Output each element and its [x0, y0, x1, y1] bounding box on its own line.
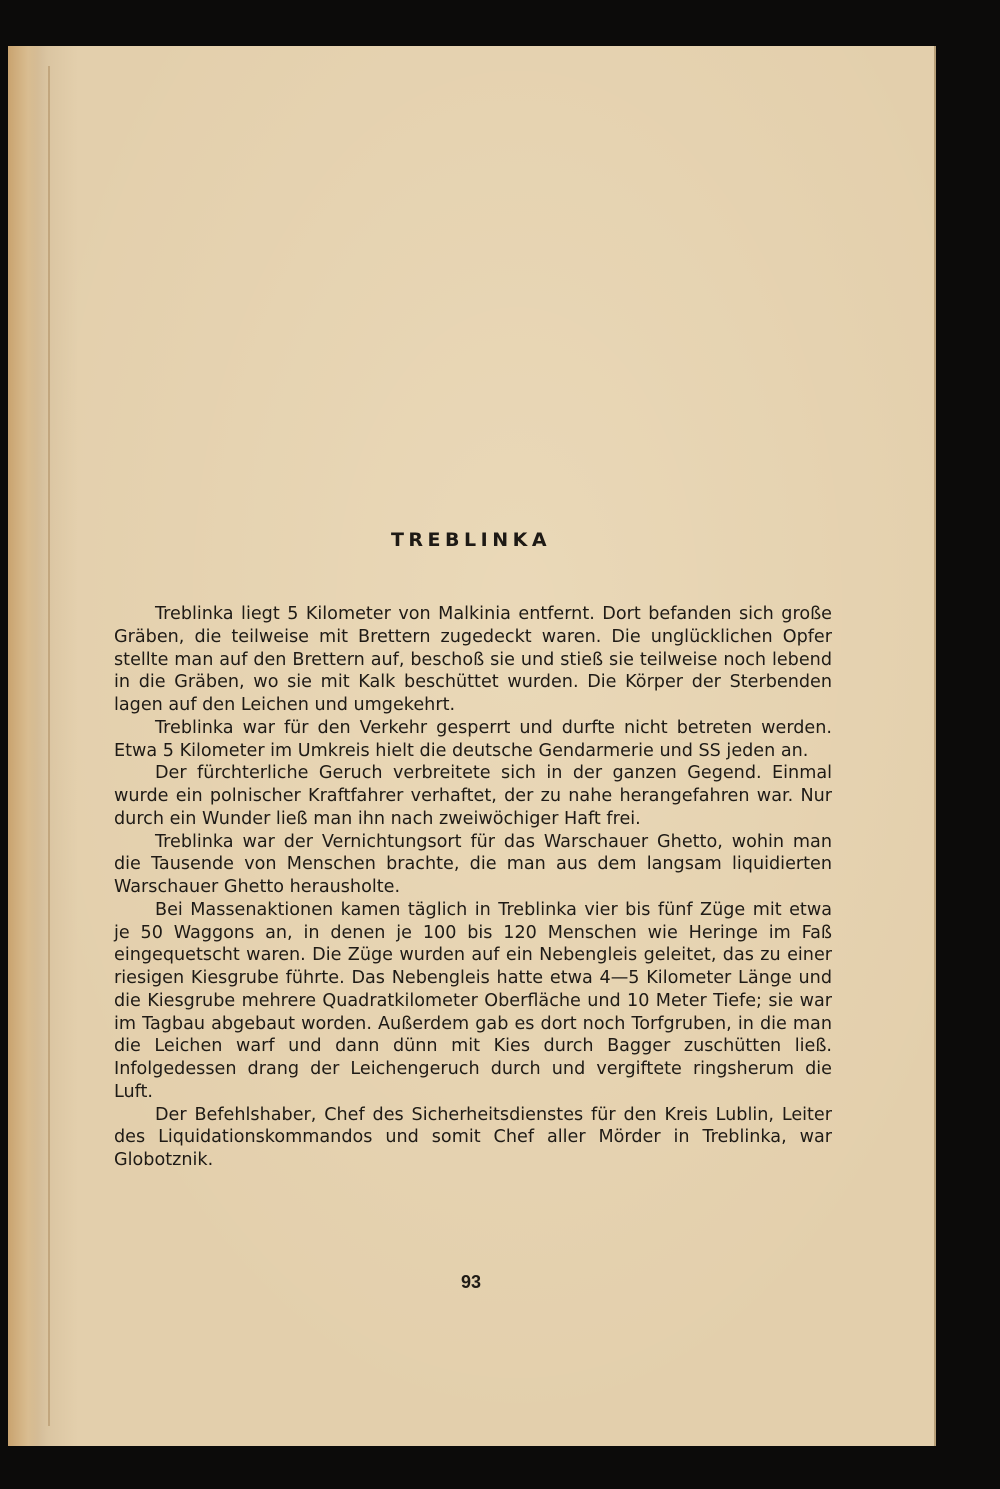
paragraph-4: Treblinka war der Vernichtungsort für das Warschauer Ghetto, wohin man die Tausende von Menschen brachte, die man aus dem langsam liquidierten Warschauer Ghetto herausholte.	[114, 831, 832, 897]
gutter-line	[48, 66, 50, 1426]
paragraph-6: Der Befehlshaber, Chef des Sicherheitsdienstes für den Kreis Lublin, Leiter des Liquidationskommandos und somit Chef aller Mörder in Treblinka, war Globotznik.	[114, 1104, 832, 1170]
paragraph-1: Treblinka liegt 5 Kilometer von Malkinia entfernt. Dort befanden sich große Gräben, die teilweise mit Brettern zugedeckt waren. Die unglücklichen Opfer stellte man auf den Brettern auf, beschoß sie und stieß sie teilweise noch lebend in die Gräben, wo sie mit Kalk beschüttet wurden. Die Körper der Sterbenden lagen auf den Leichen und umgekehrt.	[114, 604, 832, 715]
chapter-body	[114, 603, 832, 1172]
chapter-title: TREBLINKA	[390, 529, 552, 551]
page-number: 93	[460, 1272, 482, 1292]
paragraph-5: Bei Massenaktionen kamen täglich in Treblinka vier bis fünf Züge mit etwa je 50 Waggons an, in denen je 100 bis 120 Menschen wie Heringe im Faß eingequetscht waren. Die Züge wurden auf ein Nebengleis geleitet, das zu einer riesigen Kiesgrube führte. Das Nebengleis hatte etwa 4—5 Kilometer Länge und die Kiesgrube mehrere Quadratkilometer Oberfläche und 10 Meter Tiefe; sie war im Tagbau abgebaut worden. Außerdem gab es dort noch Torfgruben, in die man die Leichen warf und dann dünn mit Kies durch Bagger zuschütten ließ. Infolgedessen drang der Leichengeruch durch und vergiftete ringsherum die Luft.	[114, 899, 832, 1102]
book-page	[8, 46, 936, 1446]
paragraph-3: Der fürchterliche Geruch verbreitete sich in der ganzen Gegend. Einmal wurde ein polnischer Kraftfahrer verhaftet, der zu nahe herangefahren war. Nur durch ein Wunder ließ man ihn nach zweiwöchiger Haft frei.	[114, 763, 832, 829]
book-spine-shadow	[8, 46, 42, 1446]
paragraph-2: Treblinka war für den Verkehr gesperrt und durfte nicht betreten werden. Etwa 5 Kilometer im Umkreis hielt die deutsche Gendarmerie und SS jeden an.	[114, 717, 832, 761]
